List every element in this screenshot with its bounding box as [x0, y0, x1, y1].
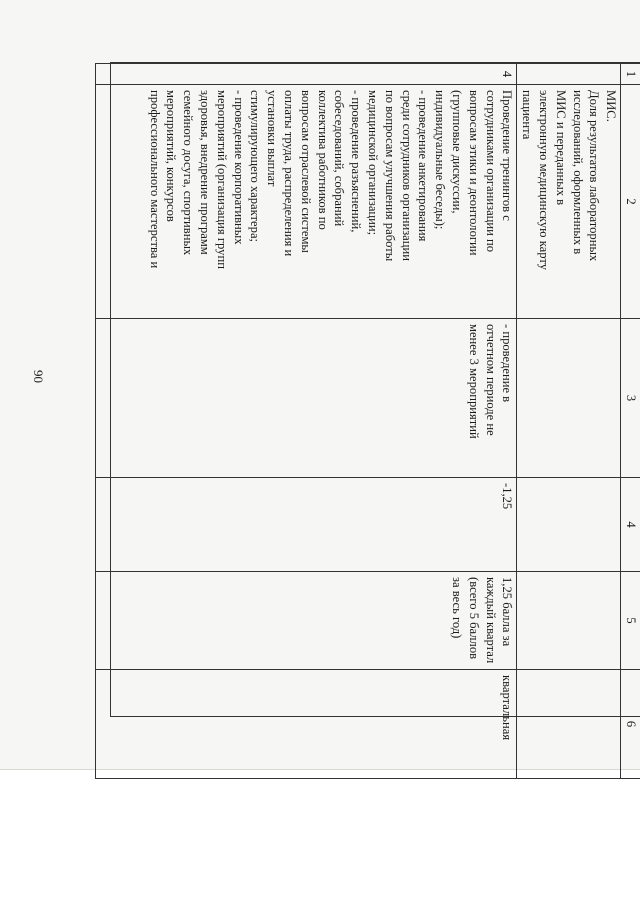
- indicator-cell: [517, 85, 621, 319]
- cell-line: электронную медицинскую карту: [537, 90, 552, 271]
- cell-line: среди сотрудников организации: [399, 90, 414, 261]
- score-cell: [517, 572, 621, 670]
- cell-line: исследований, оформленных в: [570, 90, 585, 255]
- cell-line: мероприятий (организация групп: [214, 90, 229, 269]
- table-row: [96, 64, 517, 779]
- cell-line: вопросам отраслевой системы: [298, 90, 313, 253]
- period-cell: квартальная: [96, 670, 517, 779]
- criterion-cell: [96, 319, 517, 478]
- header-col-3: 3: [621, 319, 640, 478]
- row-number: 4: [96, 64, 517, 85]
- cell-line: вопросам этики и деонтологии: [466, 90, 481, 256]
- rotated-table: [110, 62, 640, 741]
- cell-line: мероприятий, конкурсов: [164, 90, 179, 222]
- criterion-cell: [517, 319, 621, 478]
- cell-line: МИС.: [604, 90, 619, 122]
- cell-line: сотрудниками организации по: [483, 90, 498, 253]
- header-col-6: 6: [621, 670, 640, 779]
- cell-line: (всего 5 баллов: [466, 577, 481, 660]
- page-number: 90: [31, 370, 46, 383]
- indicator-cell: [96, 85, 517, 319]
- cell-line: - проведение корпоративных: [231, 90, 246, 245]
- cell-line: здоровья, внедрение программ: [198, 90, 213, 255]
- weight-cell: -1,25: [96, 478, 517, 572]
- cell-line: - проведение в: [500, 324, 515, 403]
- page-bottom-blank: [0, 770, 640, 905]
- cell-line: установки выплат: [265, 90, 280, 187]
- cell-line: каждый квартал: [483, 577, 498, 664]
- cell-line: менее 3 мероприятий: [466, 324, 481, 439]
- cell-line: - проведение анкетирования: [416, 90, 431, 242]
- cell-line: коллектива работников по: [315, 90, 330, 230]
- table-row: [517, 64, 621, 779]
- cell-line: отчетном периоде не: [483, 324, 498, 436]
- cell-line: пациента: [520, 90, 535, 140]
- period-cell: [517, 670, 621, 779]
- cell-line: медицинской организации;: [366, 90, 381, 236]
- header-col-1: 1: [621, 64, 640, 85]
- header-col-5: 5: [621, 572, 640, 670]
- cell-line: индивидуальные беседы);: [433, 90, 448, 230]
- cell-line: (групповые дискуссии,: [450, 90, 465, 214]
- cell-line: МИС и переданных в: [553, 90, 568, 206]
- cell-line: оплаты труда, распределения и: [282, 90, 297, 257]
- weight-cell: [517, 478, 621, 572]
- cell-line: стимулирующего характера;: [248, 90, 263, 243]
- cell-line: за весь год): [450, 577, 465, 639]
- cell-line: Доля результатов лабораторных: [587, 90, 602, 262]
- cell-line: 1,25 балла за: [500, 577, 515, 647]
- cell-line: - проведение разъяснений,: [349, 90, 364, 233]
- row-number: [517, 64, 621, 85]
- score-cell: [96, 572, 517, 670]
- cell-line: семейного досуга, спортивных: [181, 90, 196, 256]
- cell-line: собеседований, собраний: [332, 90, 347, 227]
- header-col-4: 4: [621, 478, 640, 572]
- criteria-table: [95, 63, 640, 779]
- header-col-2: 2: [621, 85, 640, 319]
- cell-line: Проведение тренингов с: [500, 90, 515, 221]
- table-header-row: [621, 64, 640, 779]
- cell-line: по вопросам улучшения работы: [382, 90, 397, 262]
- cell-line: профессионального мастерства и: [147, 90, 162, 269]
